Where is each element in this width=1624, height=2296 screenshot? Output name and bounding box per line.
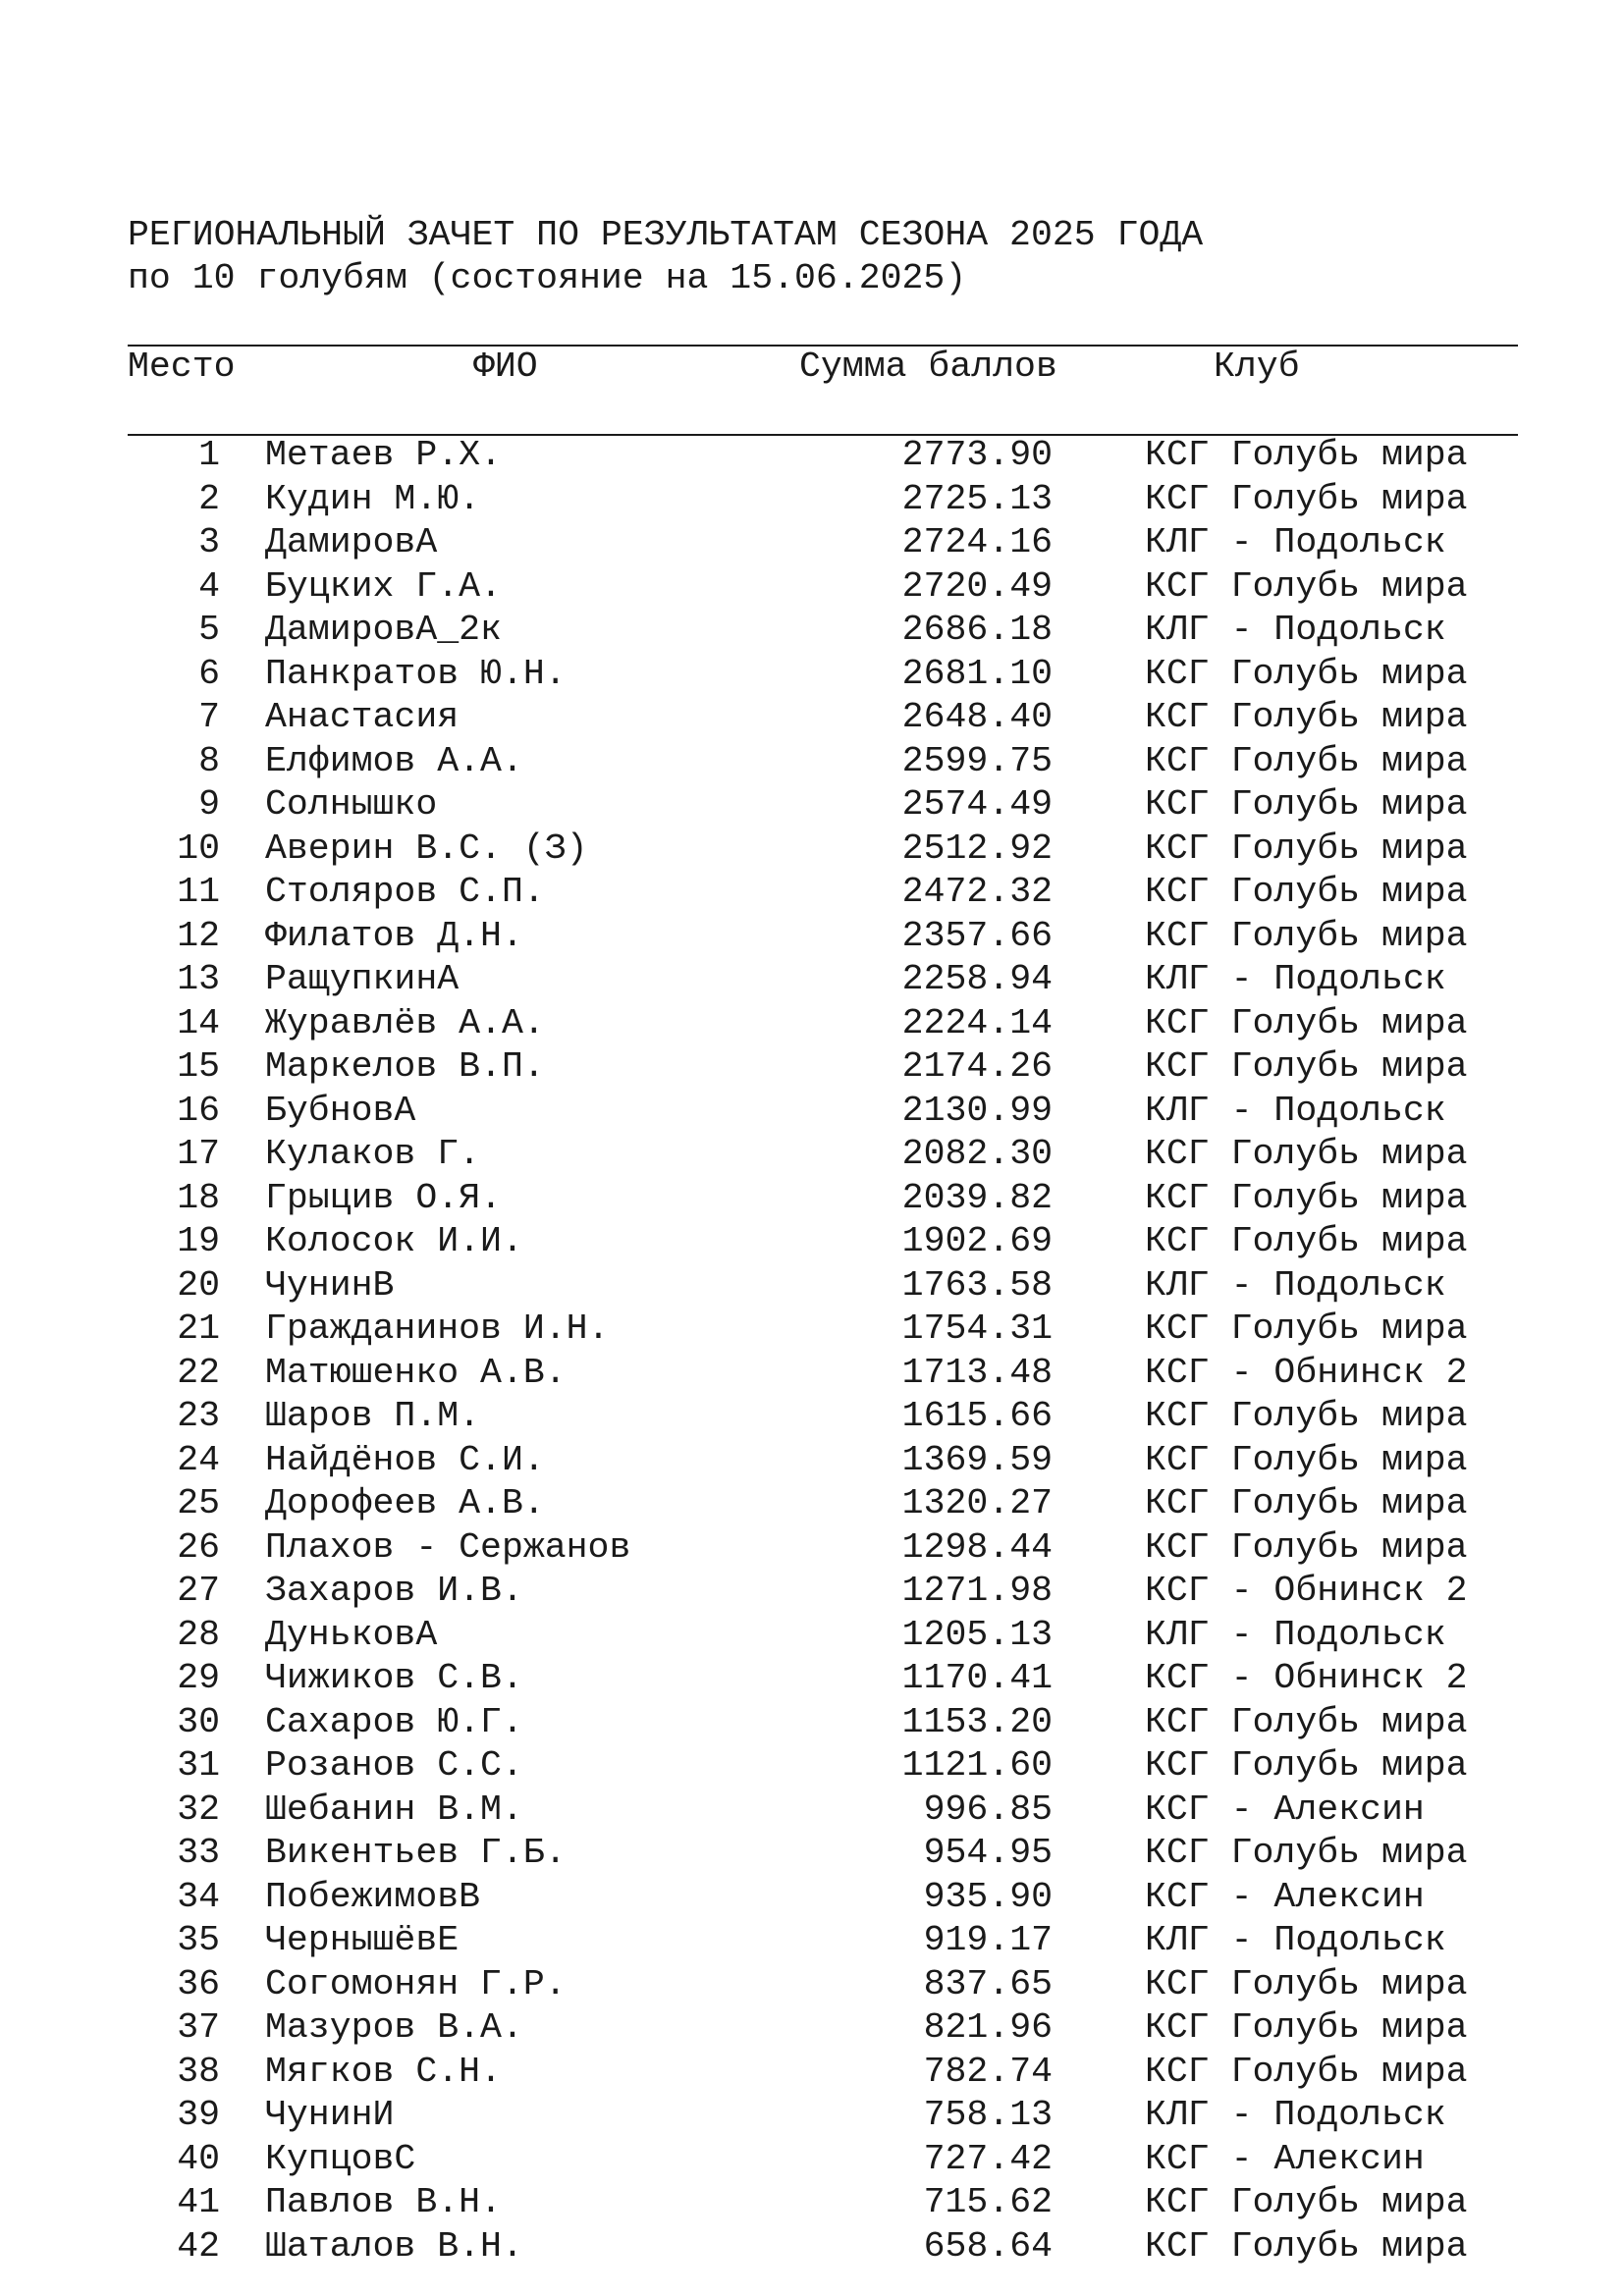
row-score: 2720.49	[901, 565, 1053, 607]
table-row	[0, 434, 1624, 478]
row-club: КСГ Голубь мира	[1145, 697, 1468, 737]
row-name: Филатов Д.Н.	[265, 915, 523, 956]
row-club: КСГ Голубь мира	[1145, 1439, 1468, 1480]
row-place: 8	[198, 740, 220, 781]
row-club: КСГ Голубь мира	[1145, 653, 1468, 694]
row-place: 3	[198, 522, 220, 562]
row-name: Сахаров Ю.Г.	[265, 1701, 523, 1742]
row-place: 6	[198, 653, 220, 694]
row-name: Аверин В.С. (З)	[265, 828, 588, 869]
row-place: 23	[177, 1396, 220, 1436]
row-name: Матюшенко А.В.	[265, 1352, 567, 1393]
row-place: 37	[177, 2007, 220, 2048]
column-header-place: Место	[128, 347, 236, 387]
row-score: 2472.32	[901, 872, 1053, 912]
row-score: 1153.20	[901, 1701, 1053, 1742]
row-place: 9	[198, 784, 220, 825]
row-score: 2686.18	[901, 610, 1053, 650]
row-place: 14	[177, 1002, 220, 1043]
row-name: ЧернышёвЕ	[265, 1920, 460, 1960]
row-score: 2357.66	[901, 915, 1053, 956]
row-name: Буцких Г.А.	[265, 565, 502, 607]
row-place: 1	[198, 435, 220, 475]
row-name: ДуньковА	[265, 1614, 438, 1655]
table-row	[0, 1614, 1624, 1658]
row-place: 5	[198, 610, 220, 650]
row-club: КЛГ - Подольск	[1145, 1614, 1446, 1655]
row-place: 20	[177, 1264, 220, 1306]
table-row	[0, 1439, 1624, 1483]
table-row	[0, 2006, 1624, 2051]
row-place: 21	[177, 1308, 220, 1349]
row-club: КСГ Голубь мира	[1145, 1963, 1468, 2004]
table-row	[0, 1177, 1624, 1221]
row-score: 2599.75	[901, 740, 1053, 781]
row-place: 30	[177, 1701, 220, 1742]
row-place: 31	[177, 1745, 220, 1786]
table-row	[0, 1963, 1624, 2007]
row-score: 1320.27	[901, 1483, 1053, 1523]
row-place: 29	[177, 1658, 220, 1698]
table-row	[0, 653, 1624, 697]
table-row	[0, 783, 1624, 828]
row-club: КСГ Голубь мира	[1145, 740, 1468, 781]
row-name: Чижиков С.В.	[265, 1658, 523, 1698]
table-row	[0, 1482, 1624, 1526]
row-score: 837.65	[923, 1963, 1053, 2004]
row-club: КСГ - Алексин	[1145, 1789, 1425, 1830]
column-header-name: ФИО	[473, 347, 538, 387]
table-row	[0, 1657, 1624, 1701]
table-row	[0, 1352, 1624, 1396]
table-row	[0, 609, 1624, 653]
row-name: ЧунинИ	[265, 2095, 395, 2135]
row-place: 33	[177, 1833, 220, 1873]
row-name: Елфимов А.А.	[265, 740, 523, 781]
table-row	[0, 958, 1624, 1002]
row-name: Колосок И.И.	[265, 1221, 523, 1261]
table-row	[0, 1789, 1624, 1833]
table-row	[0, 2181, 1624, 2225]
row-score: 1763.58	[901, 1264, 1053, 1306]
row-name: Анастасия	[265, 697, 460, 737]
row-name: Плахов - Сержанов	[265, 1526, 631, 1568]
row-name: Мазуров В.А.	[265, 2007, 523, 2048]
row-place: 2	[198, 478, 220, 519]
row-score: 2039.82	[901, 1177, 1053, 1218]
row-club: КЛГ - Подольск	[1145, 2095, 1446, 2135]
row-club: КСГ Голубь мира	[1145, 435, 1468, 475]
row-place: 40	[177, 2138, 220, 2179]
document-title: РЕГИОНАЛЬНЫЙ ЗАЧЕТ ПО РЕЗУЛЬТАТАМ СЕЗОНА 2025 ГОДА	[128, 215, 1204, 255]
row-score: 758.13	[923, 2095, 1053, 2135]
row-place: 24	[177, 1439, 220, 1480]
row-club: КСГ Голубь мира	[1145, 915, 1468, 956]
row-place: 28	[177, 1614, 220, 1655]
row-score: 2773.90	[901, 435, 1053, 475]
table-row	[0, 696, 1624, 740]
row-place: 27	[177, 1571, 220, 1611]
row-place: 34	[177, 1876, 220, 1917]
row-club: КСГ Голубь мира	[1145, 2225, 1468, 2267]
row-name: Шаров П.М.	[265, 1396, 481, 1436]
row-club: КСГ Голубь мира	[1145, 1177, 1468, 1218]
row-score: 2574.49	[901, 784, 1053, 825]
row-score: 1902.69	[901, 1221, 1053, 1261]
row-score: 1271.98	[901, 1571, 1053, 1611]
row-place: 42	[177, 2225, 220, 2267]
row-place: 19	[177, 1221, 220, 1261]
row-club: КСГ Голубь мира	[1145, 1526, 1468, 1568]
results-table	[0, 434, 1624, 2269]
row-name: Розанов С.С.	[265, 1745, 523, 1786]
table-row	[0, 1744, 1624, 1789]
row-name: Шаталов В.Н.	[265, 2225, 523, 2267]
row-club: КСГ - Обнинск 2	[1145, 1352, 1468, 1393]
row-place: 4	[198, 565, 220, 607]
row-club: КЛГ - Подольск	[1145, 959, 1446, 999]
table-row	[0, 1919, 1624, 1963]
row-score: 935.90	[923, 1876, 1053, 1917]
table-row	[0, 740, 1624, 784]
row-club: КСГ Голубь мира	[1145, 565, 1468, 607]
table-row	[0, 1570, 1624, 1614]
row-name: Дорофеев А.В.	[265, 1483, 545, 1523]
table-row	[0, 1133, 1624, 1177]
row-name: Кулаков Г.	[265, 1134, 481, 1174]
row-club: КСГ Голубь мира	[1145, 2007, 1468, 2048]
row-place: 26	[177, 1526, 220, 1568]
table-row	[0, 828, 1624, 872]
row-name: ДамировА_2к	[265, 610, 502, 650]
row-score: 1615.66	[901, 1396, 1053, 1436]
row-place: 17	[177, 1134, 220, 1174]
row-score: 2082.30	[901, 1134, 1053, 1174]
row-place: 41	[177, 2182, 220, 2222]
table-row	[0, 1832, 1624, 1876]
row-place: 7	[198, 697, 220, 737]
table-row	[0, 2094, 1624, 2138]
row-club: КСГ - Обнинск 2	[1145, 1658, 1468, 1698]
row-place: 18	[177, 1177, 220, 1218]
row-name: КупцовС	[265, 2138, 416, 2179]
row-club: КЛГ - Подольск	[1145, 1920, 1446, 1960]
row-name: РащупкинА	[265, 959, 460, 999]
table-row	[0, 1526, 1624, 1571]
row-name: Гражданинов И.Н.	[265, 1308, 610, 1349]
column-header-club: Клуб	[1214, 347, 1300, 387]
row-club: КЛГ - Подольск	[1145, 522, 1446, 562]
row-name: Столяров С.П.	[265, 872, 545, 912]
row-club: КСГ Голубь мира	[1145, 1745, 1468, 1786]
row-club: КСГ - Алексин	[1145, 2138, 1425, 2179]
row-name: ПобежимовВ	[265, 1876, 481, 1917]
row-score: 782.74	[923, 2051, 1053, 2092]
row-club: КСГ Голубь мира	[1145, 1833, 1468, 1873]
table-row	[0, 1220, 1624, 1264]
row-name: ДамировА	[265, 522, 438, 562]
table-row	[0, 1264, 1624, 1308]
row-score: 2648.40	[901, 697, 1053, 737]
row-place: 35	[177, 1920, 220, 1960]
row-score: 1121.60	[901, 1745, 1053, 1786]
column-header-score: Сумма баллов	[799, 347, 1057, 387]
row-name: Грыцив О.Я.	[265, 1177, 502, 1218]
row-score: 715.62	[923, 2182, 1053, 2222]
document-subtitle: по 10 голубям (состояние на 15.06.2025)	[128, 258, 967, 298]
row-name: Викентьев Г.Б.	[265, 1833, 567, 1873]
row-score: 2512.92	[901, 828, 1053, 869]
row-score: 1170.41	[901, 1658, 1053, 1698]
row-place: 12	[177, 915, 220, 956]
row-name: Шебанин В.М.	[265, 1789, 523, 1830]
row-score: 2725.13	[901, 478, 1053, 519]
row-score: 996.85	[923, 1789, 1053, 1830]
table-row	[0, 1002, 1624, 1046]
row-name: Мягков С.Н.	[265, 2051, 502, 2092]
row-club: КСГ Голубь мира	[1145, 1483, 1468, 1523]
row-place: 13	[177, 959, 220, 999]
row-name: Метаев Р.Х.	[265, 435, 502, 475]
row-name: БубновА	[265, 1090, 416, 1131]
row-name: Солнышко	[265, 784, 438, 825]
table-row	[0, 1701, 1624, 1745]
table-row	[0, 1045, 1624, 1090]
row-name: Кудин М.Ю.	[265, 478, 481, 519]
row-score: 727.42	[923, 2138, 1053, 2179]
table-row	[0, 565, 1624, 610]
row-score: 821.96	[923, 2007, 1053, 2048]
row-name: Найдёнов С.И.	[265, 1439, 545, 1480]
row-score: 1713.48	[901, 1352, 1053, 1393]
row-place: 11	[177, 872, 220, 912]
row-club: КСГ Голубь мира	[1145, 478, 1468, 519]
row-place: 32	[177, 1789, 220, 1830]
row-club: КСГ Голубь мира	[1145, 2051, 1468, 2092]
row-club: КСГ Голубь мира	[1145, 1701, 1468, 1742]
row-place: 39	[177, 2095, 220, 2135]
row-club: КСГ Голубь мира	[1145, 872, 1468, 912]
row-score: 2224.14	[901, 1002, 1053, 1043]
row-place: 16	[177, 1090, 220, 1131]
row-place: 15	[177, 1046, 220, 1087]
row-name: Захаров И.В.	[265, 1571, 523, 1611]
row-place: 22	[177, 1352, 220, 1393]
row-club: КСГ Голубь мира	[1145, 1221, 1468, 1261]
row-name: Маркелов В.П.	[265, 1046, 545, 1087]
row-place: 38	[177, 2051, 220, 2092]
row-name: Согомонян Г.Р.	[265, 1963, 567, 2004]
table-row	[0, 1876, 1624, 1920]
row-score: 1754.31	[901, 1308, 1053, 1349]
table-row	[0, 1395, 1624, 1439]
row-score: 1369.59	[901, 1439, 1053, 1480]
row-club: КСГ Голубь мира	[1145, 828, 1468, 869]
row-score: 2724.16	[901, 522, 1053, 562]
table-row	[0, 915, 1624, 959]
row-place: 25	[177, 1483, 220, 1523]
row-score: 1298.44	[901, 1526, 1053, 1568]
row-club: КСГ Голубь мира	[1145, 1046, 1468, 1087]
row-name: Павлов В.Н.	[265, 2182, 502, 2222]
table-row	[0, 2225, 1624, 2269]
table-row	[0, 2051, 1624, 2095]
row-name: Панкратов Ю.Н.	[265, 653, 567, 694]
row-name: Журавлёв А.А.	[265, 1002, 545, 1043]
row-club: КСГ - Обнинск 2	[1145, 1571, 1468, 1611]
row-club: КЛГ - Подольск	[1145, 1264, 1446, 1306]
table-row	[0, 1308, 1624, 1352]
row-club: КСГ Голубь мира	[1145, 2182, 1468, 2222]
row-score: 2174.26	[901, 1046, 1053, 1087]
row-score: 658.64	[923, 2225, 1053, 2267]
row-score: 2681.10	[901, 653, 1053, 694]
row-place: 36	[177, 1963, 220, 2004]
table-row	[0, 2138, 1624, 2182]
row-club: КСГ Голубь мира	[1145, 1308, 1468, 1349]
row-place: 10	[177, 828, 220, 869]
row-score: 919.17	[923, 1920, 1053, 1960]
row-club: КСГ Голубь мира	[1145, 1396, 1468, 1436]
row-club: КСГ Голубь мира	[1145, 1002, 1468, 1043]
row-club: КСГ Голубь мира	[1145, 784, 1468, 825]
table-row	[0, 1090, 1624, 1134]
row-club: КЛГ - Подольск	[1145, 610, 1446, 650]
row-score: 954.95	[923, 1833, 1053, 1873]
row-club: КСГ Голубь мира	[1145, 1134, 1468, 1174]
row-score: 2258.94	[901, 959, 1053, 999]
table-row	[0, 871, 1624, 915]
table-row	[0, 521, 1624, 565]
row-score: 1205.13	[901, 1614, 1053, 1655]
row-club: КСГ - Алексин	[1145, 1876, 1425, 1917]
row-score: 2130.99	[901, 1090, 1053, 1131]
row-club: КЛГ - Подольск	[1145, 1090, 1446, 1131]
table-row	[0, 478, 1624, 522]
row-name: ЧунинВ	[265, 1264, 395, 1306]
